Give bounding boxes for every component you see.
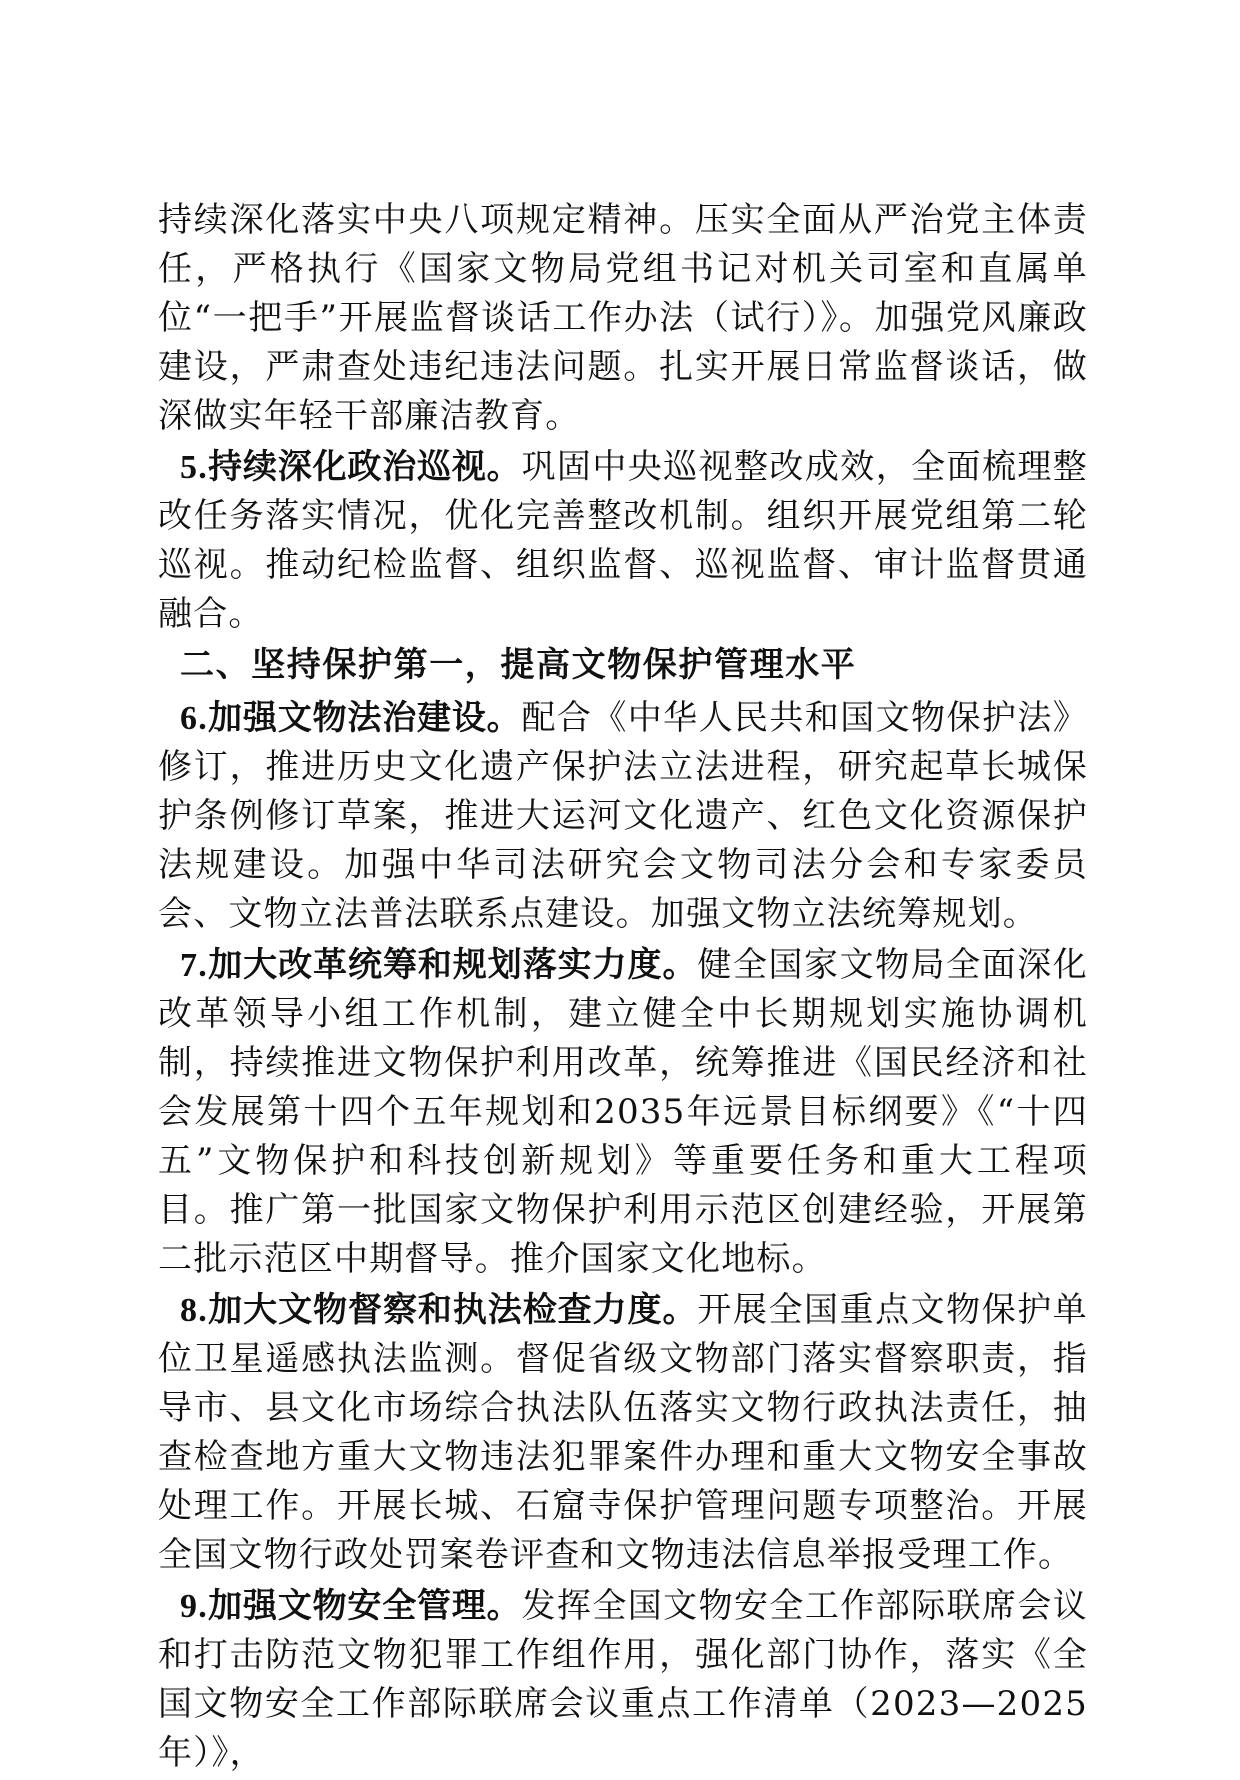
item-7-number: 7. xyxy=(180,947,208,984)
item-8-number: 8. xyxy=(180,1292,208,1329)
item-6-number: 6. xyxy=(180,700,208,737)
document-body xyxy=(158,196,1088,1780)
item-6-heading: 加强文物法治建设。 xyxy=(207,698,522,738)
item-9-heading: 加强文物安全管理。 xyxy=(207,1586,522,1626)
item-8-heading: 加大文物督察和执法检查力度。 xyxy=(207,1290,698,1330)
item-5-heading: 持续深化政治巡视。 xyxy=(207,447,522,487)
item-8-body: 开展全国重点文物保护单位卫星遥感执法监测。督促省级文物部门落实督察职责，指导市、县文化市场综合执法队伍落实文物行政执法责任，抽查检查地方重大文物违法犯罪案件办理和重大文物安全事故处理工作。开展长城、石窟寺保护管理问题专项整治。开展全国文物行政处罚案卷评查和文物违法信息举报受理工作。 xyxy=(158,1290,1088,1575)
intro-paragraph: 持续深化落实中央八项规定精神。压实全面从严治党主体责任，严格执行《国家文物局党组书记对机关司室和直属单位“一把手”开展监督谈话工作办法（试行）》。加强党风廉政建设，严肃查处违纪违法问题。扎实开展日常监督谈话，做深做实年轻干部廉洁教育。 xyxy=(158,200,1088,436)
item-5-body: 巩固中央巡视整改成效，全面梳理整改任务落实情况，优化完善整改机制。组织开展党组第二轮巡视。推动纪检监督、组织监督、巡视监督、审计监督贯通融合。 xyxy=(158,447,1088,634)
item-5-number: 5. xyxy=(180,449,208,486)
item-6-paragraph xyxy=(158,694,1088,939)
item-7-heading: 加大改革统筹和规划落实力度。 xyxy=(207,945,698,985)
item-9-number: 9. xyxy=(180,1588,208,1625)
item-9-body: 发挥全国文物安全工作部际联席会议和打击防范文物犯罪工作组作用，强化部门协作，落实《全国文物安全工作部际联席会议重点工作清单（2023—2025年）》， xyxy=(158,1586,1088,1773)
section-heading: 二、坚持保护第一，提高文物保护管理水平 xyxy=(180,645,857,685)
item-6-body: 配合《中华人民共和国文物保护法》修订，推进历史文化遗产保护法立法进程，研究起草长城保护条例修订草案，推进大运河文化遗产、红色文化资源保护法规建设。加强中华司法研究会文物司法分会和专家委员会、文物立法普法联系点建设。加强文物立法统筹规划。 xyxy=(158,698,1088,934)
item-8-paragraph xyxy=(158,1286,1088,1580)
item-7-paragraph xyxy=(158,941,1088,1284)
item-9-paragraph xyxy=(158,1582,1088,1778)
item-5-paragraph xyxy=(158,443,1088,639)
item-7-body: 健全国家文物局全面深化改革领导小组工作机制，建立健全中长期规划实施协调机制，持续推进文物保护利用改革，统筹推进《国民经济和社会发展第十四个五年规划和2035年远景目标纲要》《“十四五”文物保护和科技创新规划》等重要任务和重大工程项目。推广第一批国家文物保护利用示范区创建经验，开展第二批示范区中期督导。推介国家文化地标。 xyxy=(158,945,1088,1279)
